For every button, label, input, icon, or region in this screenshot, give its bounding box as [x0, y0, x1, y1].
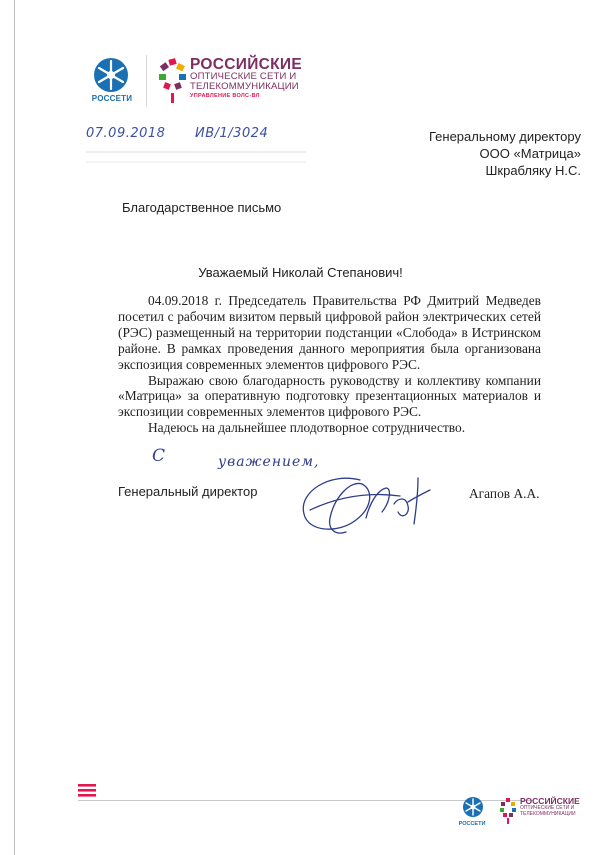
footer-optical-networks-line2: ОПТИЧЕСКИЕ СЕТИ И [520, 805, 575, 811]
letter-body [118, 293, 541, 436]
handwritten-signature [290, 462, 450, 542]
footer-rosseti-logo-icon [461, 795, 485, 824]
body-paragraph-3: Надеюсь на дальнейшее плодотворное сотрудничество. [148, 420, 466, 436]
addressee-name: Шкрабляку Н.С. [485, 163, 581, 178]
salutation: Уважаемый Николай Степанович! [198, 265, 403, 280]
optical-networks-line1: РОССИЙСКИЕ [190, 56, 302, 73]
handwritten-closing-c: С [152, 446, 166, 466]
footer-optical-networks-logo-icon [499, 797, 517, 830]
rosseti-wordmark: РОССЕТИ [91, 94, 133, 103]
rosseti-logo-icon [88, 55, 134, 95]
footer-optical-networks-wordmark [520, 797, 580, 817]
optical-networks-line2: ОПТИЧЕСКИЕ СЕТИ И [190, 71, 297, 82]
addressee-company: ООО «Матрица» [479, 146, 581, 161]
outgoing-date: 07.09.2018 [86, 126, 166, 141]
footer-optical-networks-line1: РОССИЙСКИЕ [520, 796, 580, 806]
footer-red-stripes [78, 784, 98, 798]
page-edge-rule [14, 0, 15, 855]
optical-networks-wordmark [190, 57, 302, 100]
body-paragraph-1: 04.09.2018 г. Председатель Правительства РФ Дмитрий Медведев посетил с рабочим визитом первый цифровой район электрических сетей (РЭС) размещенный на территории подстанции «Слобода» в Истринском районе. В рамках проведения данного мероприятия была организована экспозиция современных элементов цифрового РЭС. [118, 293, 541, 372]
footer-optical-networks-line3: ТЕЛЕКОММУНИКАЦИИ [520, 811, 576, 817]
footer-rosseti-wordmark: РОССЕТИ [458, 821, 486, 827]
handwritten-closing-respect: уважением, [218, 454, 320, 470]
optical-networks-line3: ТЕЛЕКОММУНИКАЦИИ [190, 81, 299, 92]
signatory-name: Агапов А.А. [469, 486, 540, 501]
addressee-block [429, 128, 581, 179]
body-paragraph-2: Выражаю свою благодарность руководству и коллективу компании «Матрица» за оперативную подготовку презентационных материалов и экспозиции современных элементов цифрового РЭС. [118, 372, 541, 420]
document-title: Благодарственное письмо [122, 200, 282, 215]
addressee-position: Генеральному директору [429, 129, 581, 144]
outgoing-number: ИВ/1/3024 [195, 126, 269, 141]
optical-networks-line4: УПРАВЛЕНИЕ ВОЛС-ВЛ [190, 93, 260, 99]
faint-form-lines [86, 148, 306, 170]
signatory-position: Генеральный директор [118, 484, 258, 499]
optical-networks-logo-icon [158, 57, 188, 110]
header-divider [146, 55, 147, 107]
